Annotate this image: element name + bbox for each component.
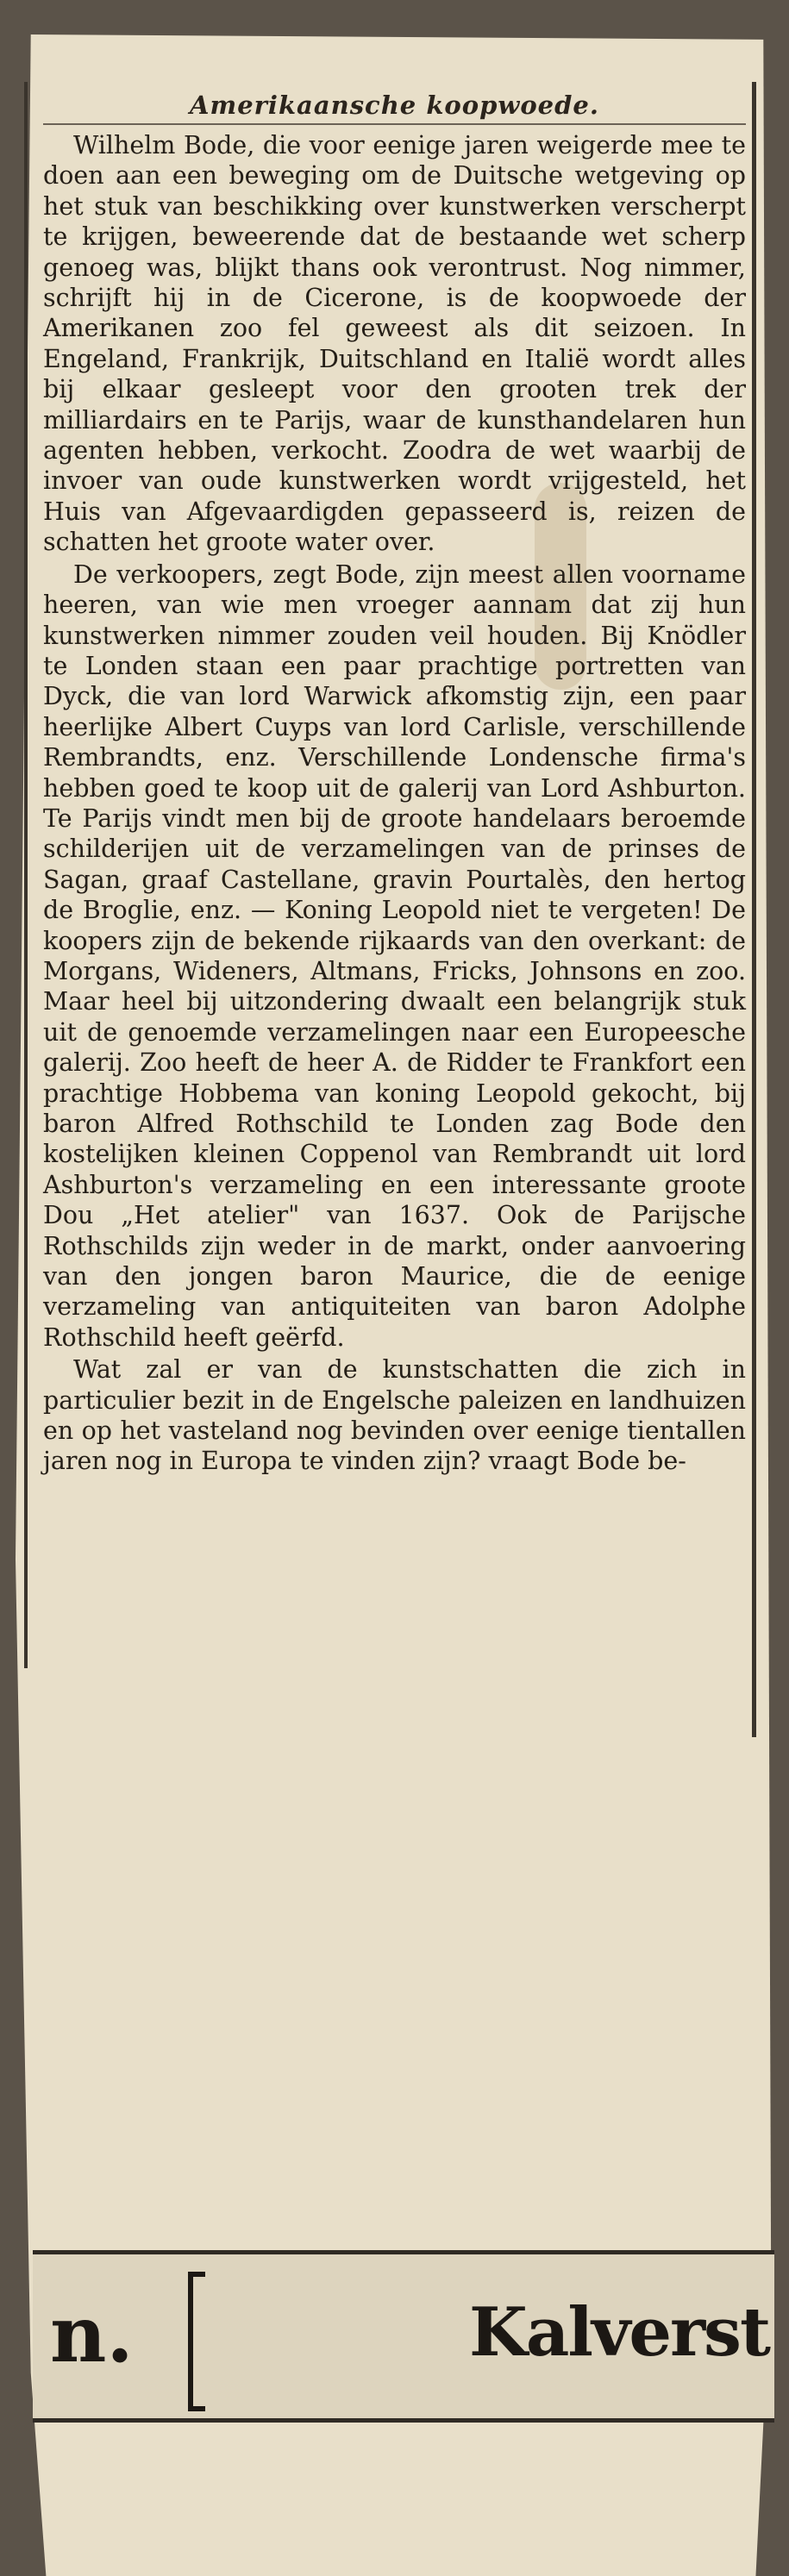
- ad-bracket: [188, 2272, 205, 2411]
- article: [43, 91, 746, 1477]
- column-rule-right: [752, 82, 756, 1737]
- article-title: Amerikaansche koopwoede.: [43, 91, 746, 125]
- article-paragraph: Wat zal er van de kunstschatten die zich in particulier bezit in de Engelsche paleizen en landhuizen en op het vasteland nog bevinden over eenige tientallen jaren nog in Europa te vinden zijn? vraagt Bode be-: [43, 1355, 746, 1476]
- article-paragraph: Wilhelm Bode, die voor eenige jaren weigerde mee te doen aan een beweging om de Duitsche wetgeving op het stuk van beschikking over kunstwerken verscherpt te krijgen, beweerende dat de bestaande wet scherp genoeg was, blijkt thans ook verontrust. Nog nimmer, schrijft hij in de Cicerone, is de koopwoede der Amerikanen zoo fel geweest als dit seizoen. In Engeland, Frankrijk, Duitschland en Italië wordt alles bij elkaar gesleept voor den grooten trek der milliardairs en te Parijs, waar de kunsthandelaren hun agenten hebben, verkocht. Zoodra de wet waarbij de invoer van oude kunstwerken wordt vrijgesteld, het Huis van Afgevaardigden gepasseerd is, reizen de schatten het groote water over.: [43, 131, 746, 557]
- ad-left-fragment: n.: [50, 2289, 134, 2380]
- column-rule-left: [24, 82, 28, 1668]
- ad-right-fragment: Kalverst: [469, 2293, 769, 2372]
- article-paragraph: De verkoopers, zegt Bode, zijn meest allen voorname heeren, van wie men vroeger aannam dat zij hun kunstwerken nimmer zouden veil houden. Bij Knödler te Londen staan een paar prachtige portretten van Dyck, die van lord Warwick afkomstig zijn, een paar heerlijke Albert Cuyps van lord Carlisle, verschillende Rembrandts, enz. Verschillende Londensche firma's hebben goed te koop uit de galerij van Lord Ashburton. Te Parijs vindt men bij de groote handelaars beroemde schilderijen uit de verzamelingen van de prinses de Sagan, graaf Castellane, gravin Pourtalès, den hertog de Broglie, enz. — Koning Leopold niet te vergeten! De koopers zijn de bekende rijkaards van den overkant: de Morgans, Wideners, Altmans, Fricks, Johnsons en zoo. Maar heel bij uitzondering dwaalt een belangrijk stuk uit de genoemde verzamelingen naar een Europeesche galerij. Zoo heeft de heer A. de Ridder te Frankfort een prachtige Hobbema van koning Leopold gekocht, bij baron Alfred Rothschild te Londen zag Bode den kostelijken kleinen Coppenol van Rembrandt uit lord Ashburton's verzameling en een interessante groote Dou „Het atelier" van 1637. Ook de Parijsche Rothschilds zijn weder in de markt, onder aanvoering van den jongen baron Maurice, die de eenige verzameling van antiquiteiten van baron Adolphe Rothschild heeft geërfd.: [43, 560, 746, 1352]
- advertisement-band: [33, 2250, 774, 2423]
